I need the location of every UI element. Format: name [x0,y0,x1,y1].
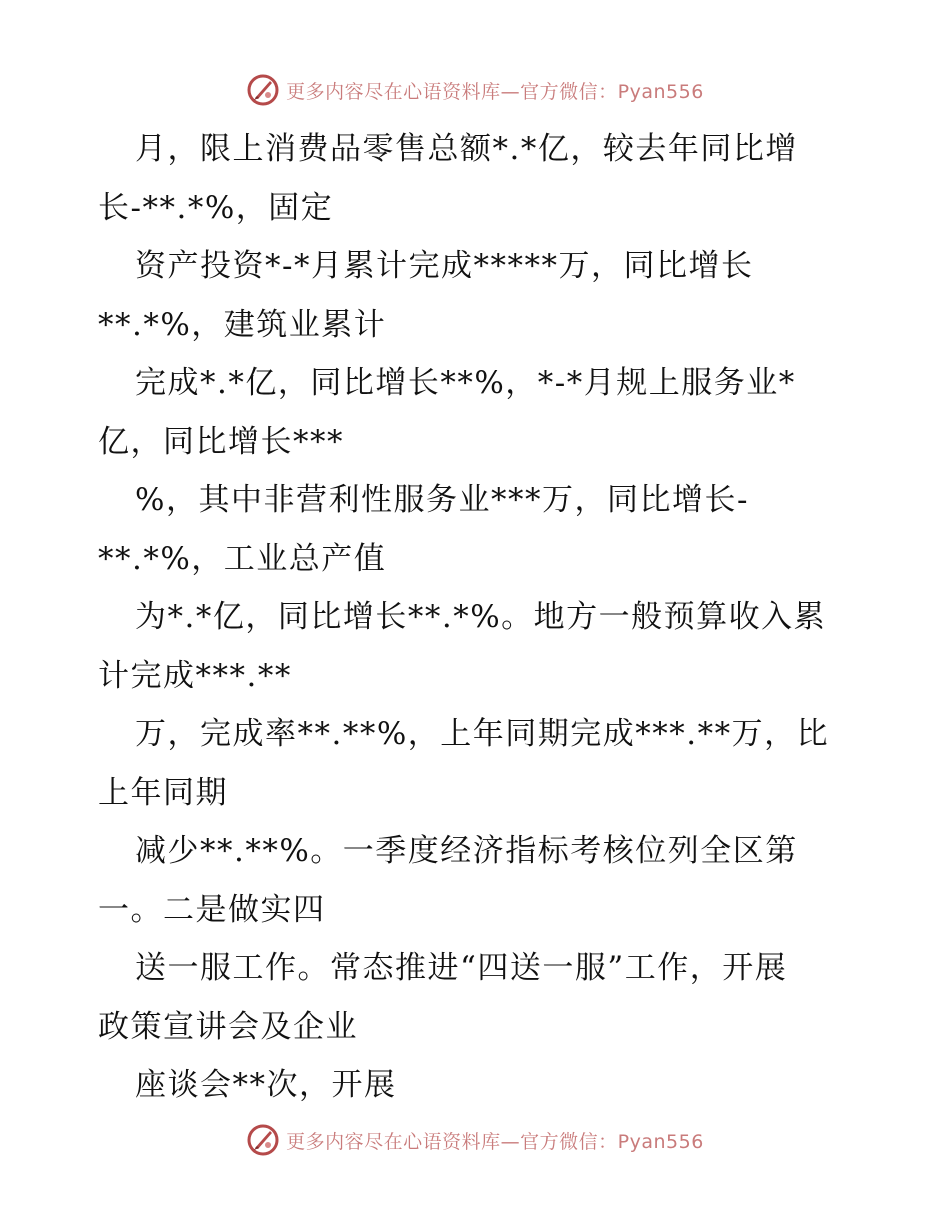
header-banner-text: 更多内容尽在心语资料库—官方微信：Pyan556 [286,80,704,103]
body-line: 万，完成率**.**%，上年同期完成***.**万，比 [135,716,830,752]
body-line: 为*.*亿，同比增长**.*%。地方一般预算收入累 [135,599,827,635]
body-line: 一。二是做实四 [98,891,326,928]
body-line: 计完成***.** [98,657,292,694]
body-line: 座谈会**次，开展 [135,1067,397,1103]
body-line: 长-**.*%，固定 [98,189,334,226]
body-line: **.*%，工业总产值 [98,540,387,577]
header-banner [0,70,950,110]
body-line: 政策宣讲会及企业 [98,1008,358,1045]
body-line: %，其中非营利性服务业***万，同比增长- [135,482,749,518]
body-line: 完成*.*亿，同比增长**%，*-*月规上服务业* [135,365,796,401]
footer-banner-text: 更多内容尽在心语资料库—官方微信：Pyan556 [286,1130,704,1153]
quill-pen-icon [246,73,280,107]
body-line: 送一服工作。常态推进“四送一服”工作，开展 [135,950,788,986]
footer-banner [0,1120,950,1160]
body-line: 上年同期 [98,774,228,811]
body-line: 月，限上消费品零售总额*.*亿，较去年同比增 [135,131,798,167]
body-line: **.*%，建筑业累计 [98,306,387,343]
body-line: 亿，同比增长*** [98,423,344,460]
body-line: 资产投资*-*月累计完成*****万，同比增长 [135,248,754,284]
body-line: 减少**.**%。一季度经济指标考核位列全区第 [135,833,798,869]
document-body [98,120,858,1115]
quill-pen-icon [246,1123,280,1157]
